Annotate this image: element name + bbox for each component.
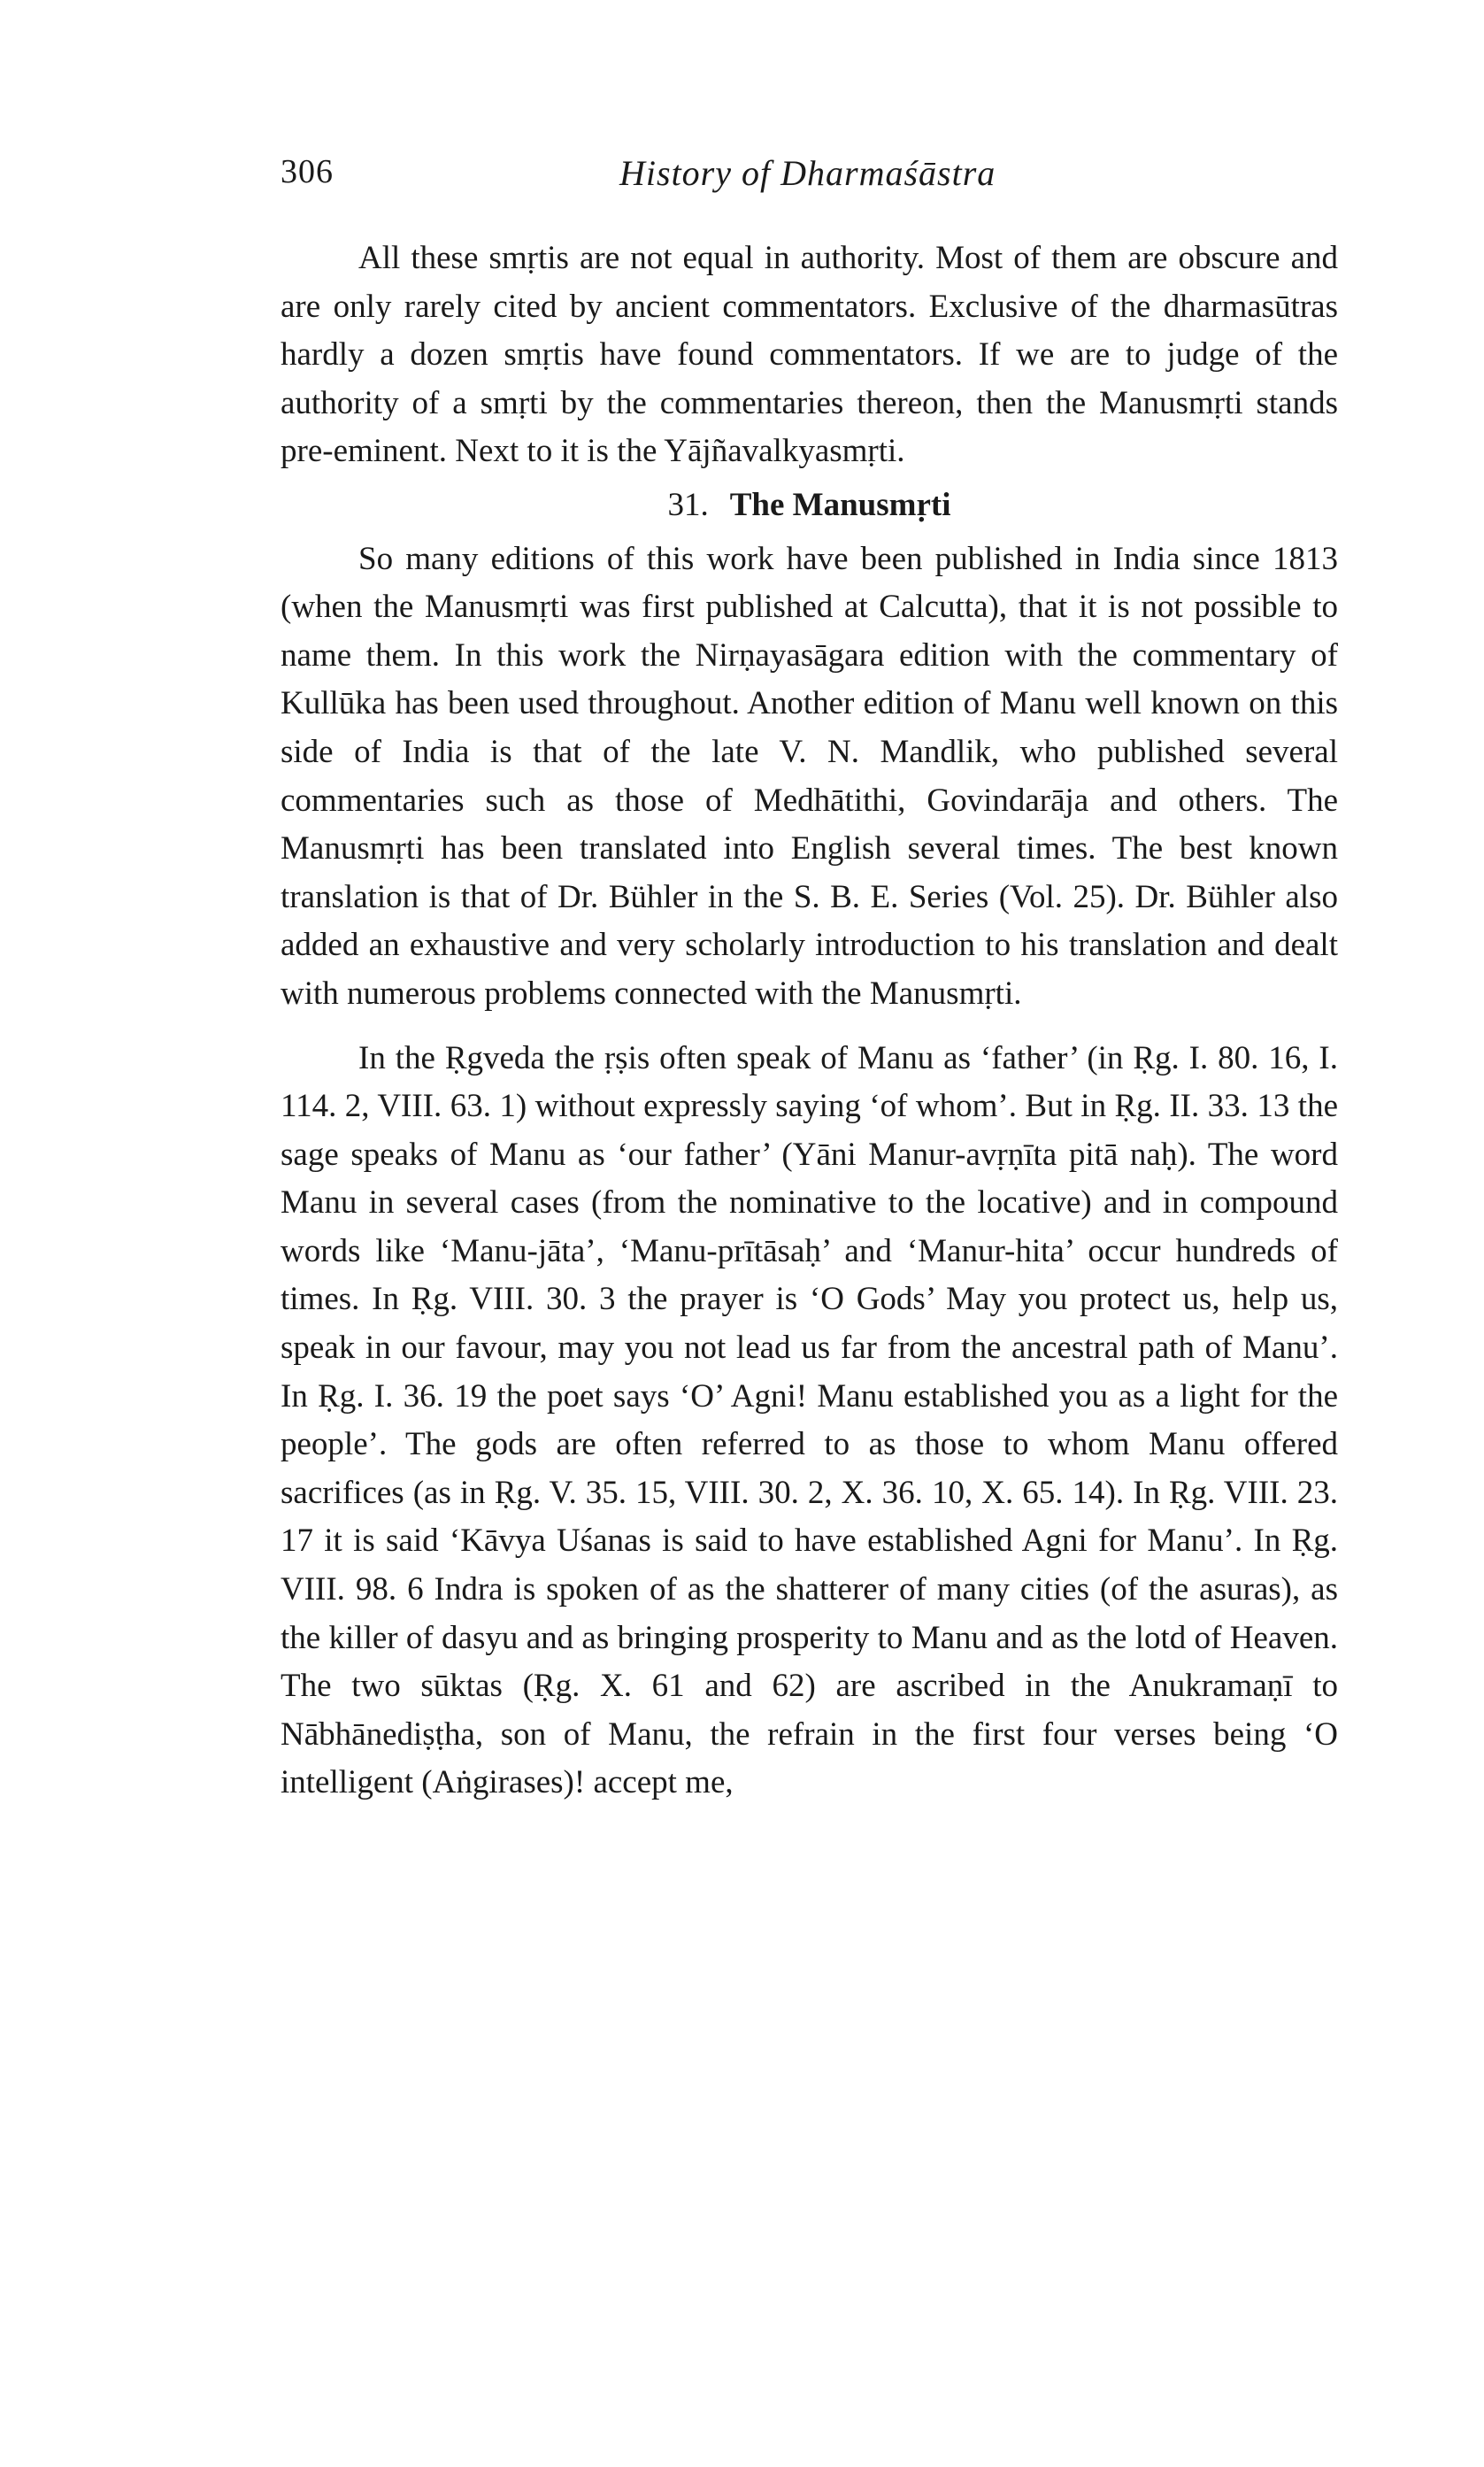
paragraph-spacer bbox=[281, 1019, 1338, 1035]
running-title: History of Dharmaśāstra bbox=[619, 153, 996, 193]
paragraph-editions: So many editions of this work have been published in India since 1813 (when the Manusmṛti was first published at Calcutta), that it is not possible to name them. In this work the Nirṇayasāgara edition with the commentary of Kullūka has been used throughout. Another edition of Manu well known on this side of India is that of the late V. N. Mandlik, who published several commentaries such as those of Medhātithi, Govindarāja and others. The Manusmṛti has been translated into English several times. The best known translation is that of Dr. Bühler in the S. B. E. Series (Vol. 25). Dr. Bühler also added an exhaustive and very scholarly introduction to his translation and dealt with numerous problems connected with the Manusmṛti. bbox=[281, 540, 1338, 1012]
body-text bbox=[281, 235, 1338, 1808]
section-number: 31. bbox=[667, 486, 709, 523]
page-number: 306 bbox=[281, 153, 334, 190]
section-title: The Manusmṛti bbox=[729, 486, 951, 523]
section-heading bbox=[281, 482, 1338, 530]
paragraph-authority: All these smṛtis are not equal in authority. Most of them are obscure and are only rarely cited by ancient commentators. Exclusive of the dharmasūtras hardly a dozen smṛtis have found commentators. If we are to judge of the authority of a smṛti by the commentaries thereon, then the Manusmṛti stands pre-eminent. Next to it is the Yājñavalkyasmṛti. bbox=[281, 240, 1338, 470]
paragraph-rgveda: In the Ṛgveda the ṛṣis often speak of Manu as ‘father’ (in Ṛg. I. 80. 16, I. 114. 2, VIII. 63. 1) without expressly saying ‘of whom’. But in Ṛg. II. 33. 13 the sage speaks of Manu as ‘our father’ (Yāni Manur-avṛṇīta pitā naḥ). The word Manu in several cases (from the nominative to the locative) and in compound words like ‘Manu-jāta’, ‘Manu-prītāsaḥ’ and ‘Manur-hita’ occur hundreds of times. In Ṛg. VIII. 30. 3 the prayer is ‘O Gods’ May you protect us, help us, speak in our favour, may you not lead us far from the ancestral path of Manu’. In Ṛg. I. 36. 19 the poet says ‘O’ Agni! Manu established you as a light for the people’. The gods are often referred to as those to whom Manu offered sacrifices (as in Ṛg. V. 35. 15, VIII. 30. 2, X. 36. 10, X. 65. 14). In Ṛg. VIII. 23. 17 it is said ‘Kāvya Uśanas is said to have established Agni for Manu’. In Ṛg. VIII. 98. 6 Indra is spoken of as the shatterer of many cities (of the asuras), as the killer of dasyu and as bringing prosperity to Manu and as the lotd of Heaven. The two sūktas (Ṛg. X. 61 and 62) are ascribed in the Anukramaṇī to Nābhānediṣṭha, son of Manu, the refrain in the first four verses being ‘O intelligent (Aṅgirases)! accept me, bbox=[281, 1039, 1338, 1801]
page-header bbox=[281, 152, 1342, 205]
